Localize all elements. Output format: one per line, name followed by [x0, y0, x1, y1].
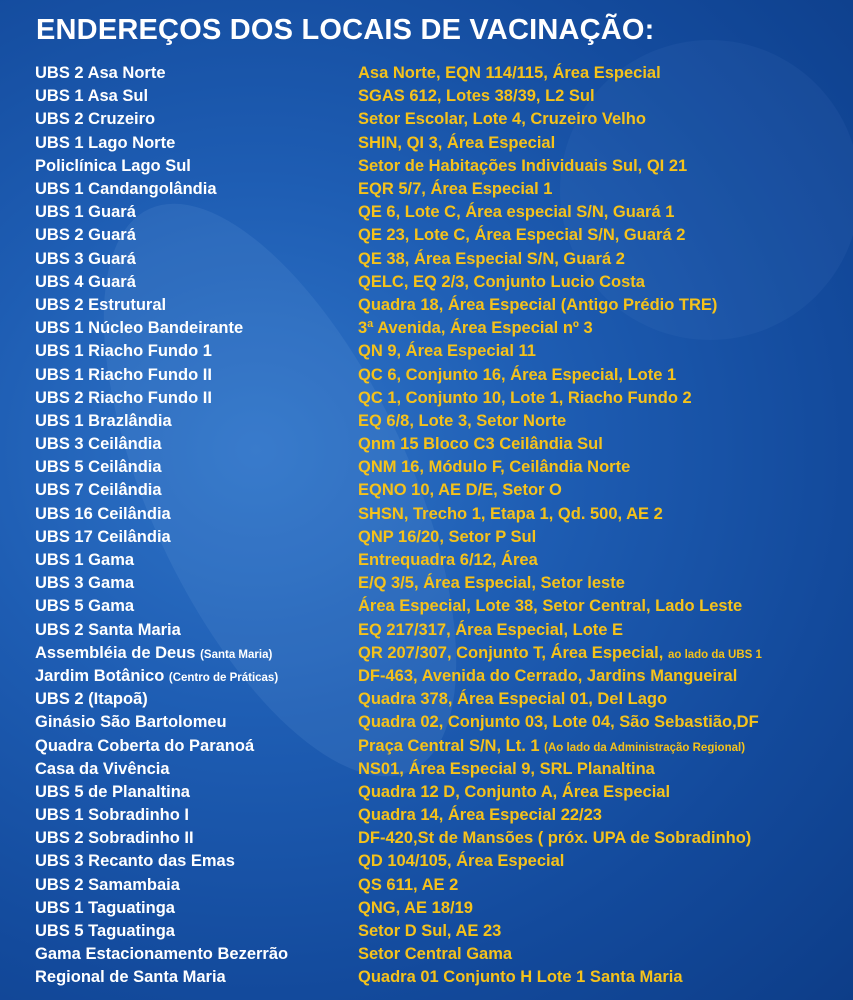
location-address — [358, 134, 555, 153]
location-name — [35, 876, 358, 895]
location-name — [35, 597, 358, 616]
location-address — [358, 273, 645, 292]
location-address-text: E/Q 3/5, Área Especial, Setor leste — [358, 574, 625, 593]
location-name-text: Jardim Botânico — [35, 666, 165, 685]
location-address-text: NS01, Área Especial 9, SRL Planaltina — [358, 759, 655, 778]
location-row — [35, 966, 845, 989]
location-address — [358, 829, 751, 848]
location-name-text: UBS 1 Núcleo Bandeirante — [35, 319, 244, 338]
location-row — [35, 387, 845, 410]
location-row — [35, 503, 845, 526]
location-address-text: QE 38, Área Especial S/N, Guará 2 — [358, 249, 625, 268]
location-name — [35, 64, 358, 83]
location-row — [35, 178, 845, 201]
location-row — [35, 734, 845, 757]
location-name — [35, 922, 358, 941]
location-name-text: UBS 1 Candangolândia — [35, 180, 217, 199]
location-address-text: EQ 6/8, Lote 3, Setor Norte — [358, 411, 567, 430]
location-name-text: UBS 5 Gama — [35, 597, 135, 616]
location-row — [35, 850, 845, 873]
location-row — [35, 688, 845, 711]
location-row — [35, 943, 845, 966]
location-name-text: UBS 2 Sobradinho II — [35, 829, 194, 848]
location-address-text: DF-463, Avenida do Cerrado, Jardins Mangueiral — [358, 666, 738, 685]
location-address — [358, 226, 685, 245]
location-address — [358, 157, 687, 176]
location-address — [358, 574, 625, 593]
location-address — [358, 203, 674, 222]
location-name — [35, 667, 358, 686]
location-address-text: Setor Escolar, Lote 4, Cruzeiro Velho — [358, 110, 646, 129]
location-row — [35, 781, 845, 804]
location-row — [35, 874, 845, 897]
location-address — [358, 597, 742, 616]
location-row — [35, 363, 845, 386]
location-address-text: Quadra 01 Conjunto H Lote 1 Santa Maria — [358, 968, 683, 987]
location-address — [358, 621, 623, 640]
location-address-text: SHIN, QI 3, Área Especial — [358, 133, 556, 152]
location-name-text: Regional de Santa Maria — [35, 968, 226, 987]
location-row — [35, 526, 845, 549]
location-name-text: UBS 1 Riacho Fundo 1 — [35, 342, 212, 361]
location-name — [35, 621, 358, 640]
location-address — [358, 481, 562, 500]
location-name — [35, 783, 358, 802]
location-address — [358, 945, 512, 964]
location-address-text: Quadra 12 D, Conjunto A, Área Especial — [358, 782, 671, 801]
location-row — [35, 248, 845, 271]
location-address — [358, 342, 536, 361]
location-address — [358, 366, 676, 385]
location-address — [358, 64, 661, 83]
location-address — [358, 667, 737, 686]
location-address-text: Setor Central Gama — [358, 945, 513, 964]
location-name-text: UBS 16 Ceilândia — [35, 504, 171, 523]
location-address-text: Praça Central S/N, Lt. 1 — [358, 736, 540, 755]
location-name-text: Ginásio São Bartolomeu — [35, 713, 227, 732]
location-address — [358, 737, 745, 756]
location-name-text: Gama Estacionamento Bezerrão — [35, 945, 289, 964]
location-address — [358, 806, 602, 825]
location-name — [35, 319, 358, 338]
location-address — [358, 690, 667, 709]
location-row — [35, 433, 845, 456]
location-name-note: (Centro de Práticas) — [168, 671, 279, 684]
location-address-text: QS 611, AE 2 — [358, 875, 459, 894]
location-name — [35, 273, 358, 292]
location-name-text: UBS 1 Lago Norte — [35, 133, 176, 152]
location-name — [35, 945, 358, 964]
location-row — [35, 62, 845, 85]
location-address — [358, 180, 552, 199]
location-row — [35, 642, 845, 665]
location-row — [35, 549, 845, 572]
location-row — [35, 294, 845, 317]
location-row — [35, 827, 845, 850]
location-name-text: UBS 2 Samambaia — [35, 875, 180, 894]
location-address-text: QE 6, Lote C, Área especial S/N, Guará 1 — [358, 203, 675, 222]
locations-list — [35, 62, 845, 990]
location-address — [358, 899, 473, 918]
location-address-text: Asa Norte, EQN 114/115, Área Especial — [358, 64, 661, 83]
location-name — [35, 644, 358, 663]
location-name — [35, 505, 358, 524]
location-name — [35, 481, 358, 500]
location-row — [35, 271, 845, 294]
location-name — [35, 713, 358, 732]
location-name — [35, 87, 358, 106]
location-name-text: UBS 17 Ceilândia — [35, 527, 171, 546]
location-row — [35, 340, 845, 363]
location-name — [35, 829, 358, 848]
location-address-text: QE 23, Lote C, Área Especial S/N, Guará 2 — [358, 226, 686, 245]
location-address — [358, 250, 625, 269]
location-address — [358, 713, 759, 732]
location-address-text: Área Especial, Lote 38, Setor Central, Lado Leste — [358, 597, 743, 616]
location-address — [358, 852, 564, 871]
location-name-text: UBS 3 Recanto das Emas — [35, 852, 235, 871]
location-name-text: UBS 1 Gama — [35, 551, 135, 570]
location-address — [358, 505, 663, 524]
location-name — [35, 574, 358, 593]
location-row — [35, 595, 845, 618]
location-row — [35, 572, 845, 595]
location-name — [35, 366, 358, 385]
location-address-note: ao lado da UBS 1 — [667, 648, 762, 661]
location-name — [35, 528, 358, 547]
location-address — [358, 458, 630, 477]
location-name — [35, 899, 358, 918]
location-name-text: Quadra Coberta do Paranoá — [35, 736, 255, 755]
location-row — [35, 155, 845, 178]
location-name-text: UBS 1 Riacho Fundo II — [35, 365, 212, 384]
location-name — [35, 968, 358, 987]
location-row — [35, 108, 845, 131]
location-address-text: QC 6, Conjunto 16, Área Especial, Lote 1 — [358, 365, 677, 384]
location-address-text: EQ 217/317, Área Especial, Lote E — [358, 620, 624, 639]
location-address — [358, 644, 762, 663]
location-name-text: UBS 2 (Itapoã) — [35, 690, 148, 709]
location-name-note: (Santa Maria) — [200, 648, 273, 661]
location-address — [358, 389, 692, 408]
location-row — [35, 665, 845, 688]
location-address-text: QNG, AE 18/19 — [358, 898, 473, 917]
location-address — [358, 551, 538, 570]
location-name-text: UBS 3 Gama — [35, 574, 135, 593]
location-address-text: Setor de Habitações Individuais Sul, QI 21 — [358, 156, 688, 175]
location-address-text: DF-420,St de Mansões ( próx. UPA de Sobradinho) — [358, 829, 752, 848]
location-row — [35, 317, 845, 340]
location-name-text: UBS 1 Guará — [35, 203, 136, 222]
location-address — [358, 876, 458, 895]
location-address — [358, 110, 646, 129]
location-name-text: UBS 2 Riacho Fundo II — [35, 388, 212, 407]
location-row — [35, 711, 845, 734]
location-name-text: UBS 3 Ceilândia — [35, 435, 162, 454]
location-name — [35, 203, 358, 222]
location-address-text: Quadra 378, Área Especial 01, Del Lago — [358, 690, 668, 709]
location-address — [358, 922, 501, 941]
location-address — [358, 968, 683, 987]
location-name — [35, 389, 358, 408]
location-name — [35, 760, 358, 779]
location-address-text: EQR 5/7, Área Especial 1 — [358, 180, 553, 199]
location-name — [35, 852, 358, 871]
location-address — [358, 435, 603, 454]
location-name-text: Casa da Vivência — [35, 759, 170, 778]
location-row — [35, 920, 845, 943]
location-address-text: 3ª Avenida, Área Especial nº 3 — [358, 319, 593, 338]
location-address-text: QELC, EQ 2/3, Conjunto Lucio Costa — [358, 272, 645, 291]
location-address — [358, 760, 655, 779]
location-name-text: UBS 5 Ceilândia — [35, 458, 162, 477]
location-address — [358, 296, 717, 315]
location-name-text: UBS 1 Asa Sul — [35, 87, 149, 106]
location-row — [35, 479, 845, 502]
location-name — [35, 737, 358, 756]
location-row — [35, 224, 845, 247]
location-address-text: Quadra 18, Área Especial (Antigo Prédio TRE) — [358, 295, 718, 314]
location-name-text: UBS 7 Ceilândia — [35, 481, 162, 500]
location-address-text: Quadra 14, Área Especial 22/23 — [358, 806, 602, 825]
location-address — [358, 783, 670, 802]
location-name — [35, 690, 358, 709]
location-row — [35, 410, 845, 433]
location-address-note: (Ao lado da Administração Regional) — [544, 741, 746, 754]
location-address-text: Qnm 15 Bloco C3 Ceilândia Sul — [358, 435, 603, 454]
location-row — [35, 201, 845, 224]
location-name-text: UBS 1 Sobradinho I — [35, 806, 190, 825]
location-name-text: UBS 2 Estrutural — [35, 295, 167, 314]
location-address-text: Setor D Sul, AE 23 — [358, 922, 502, 941]
location-row — [35, 132, 845, 155]
location-name-text: UBS 1 Brazlândia — [35, 411, 172, 430]
location-address-text: QNP 16/20, Setor P Sul — [358, 527, 537, 546]
location-row — [35, 619, 845, 642]
location-address-text: QC 1, Conjunto 10, Lote 1, Riacho Fundo 2 — [358, 388, 692, 407]
location-name — [35, 412, 358, 431]
location-address-text: Quadra 02, Conjunto 03, Lote 04, São Sebastião,DF — [358, 713, 759, 732]
location-name-text: UBS 2 Guará — [35, 226, 136, 245]
location-name — [35, 296, 358, 315]
location-address-text: QN 9, Área Especial 11 — [358, 342, 536, 361]
location-name-text: UBS 2 Santa Maria — [35, 620, 181, 639]
location-name — [35, 110, 358, 129]
location-name — [35, 551, 358, 570]
location-address-text: SGAS 612, Lotes 38/39, L2 Sul — [358, 87, 595, 106]
location-row — [35, 897, 845, 920]
location-name — [35, 134, 358, 153]
location-address — [358, 319, 593, 338]
page-title: ENDEREÇOS DOS LOCAIS DE VACINAÇÃO: — [36, 14, 655, 46]
location-name — [35, 342, 358, 361]
location-address — [358, 87, 595, 106]
location-row — [35, 758, 845, 781]
location-address-text: QD 104/105, Área Especial — [358, 852, 565, 871]
location-address-text: QNM 16, Módulo F, Ceilândia Norte — [358, 458, 631, 477]
location-name-text: Assembléia de Deus — [35, 643, 196, 662]
location-name-text: UBS 3 Guará — [35, 249, 136, 268]
location-name-text: UBS 5 de Planaltina — [35, 782, 190, 801]
location-address-text: QR 207/307, Conjunto T, Área Especial, — [358, 643, 664, 662]
location-address-text: Entrequadra 6/12, Área — [358, 551, 538, 570]
location-row — [35, 85, 845, 108]
location-name — [35, 435, 358, 454]
location-name — [35, 157, 358, 176]
location-name-text: Policlínica Lago Sul — [35, 156, 191, 175]
location-address-text: EQNO 10, AE D/E, Setor O — [358, 481, 562, 500]
location-name-text: UBS 2 Asa Norte — [35, 64, 166, 83]
location-name — [35, 806, 358, 825]
location-name — [35, 180, 358, 199]
location-address — [358, 412, 566, 431]
location-row — [35, 456, 845, 479]
location-name — [35, 458, 358, 477]
location-name-text: UBS 2 Cruzeiro — [35, 110, 156, 129]
location-address-text: SHSN, Trecho 1, Etapa 1, Qd. 500, AE 2 — [358, 504, 663, 523]
location-name-text: UBS 5 Taguatinga — [35, 922, 175, 941]
location-row — [35, 804, 845, 827]
location-address — [358, 528, 536, 547]
location-name — [35, 250, 358, 269]
location-name-text: UBS 1 Taguatinga — [35, 898, 175, 917]
location-name-text: UBS 4 Guará — [35, 272, 136, 291]
location-name — [35, 226, 358, 245]
